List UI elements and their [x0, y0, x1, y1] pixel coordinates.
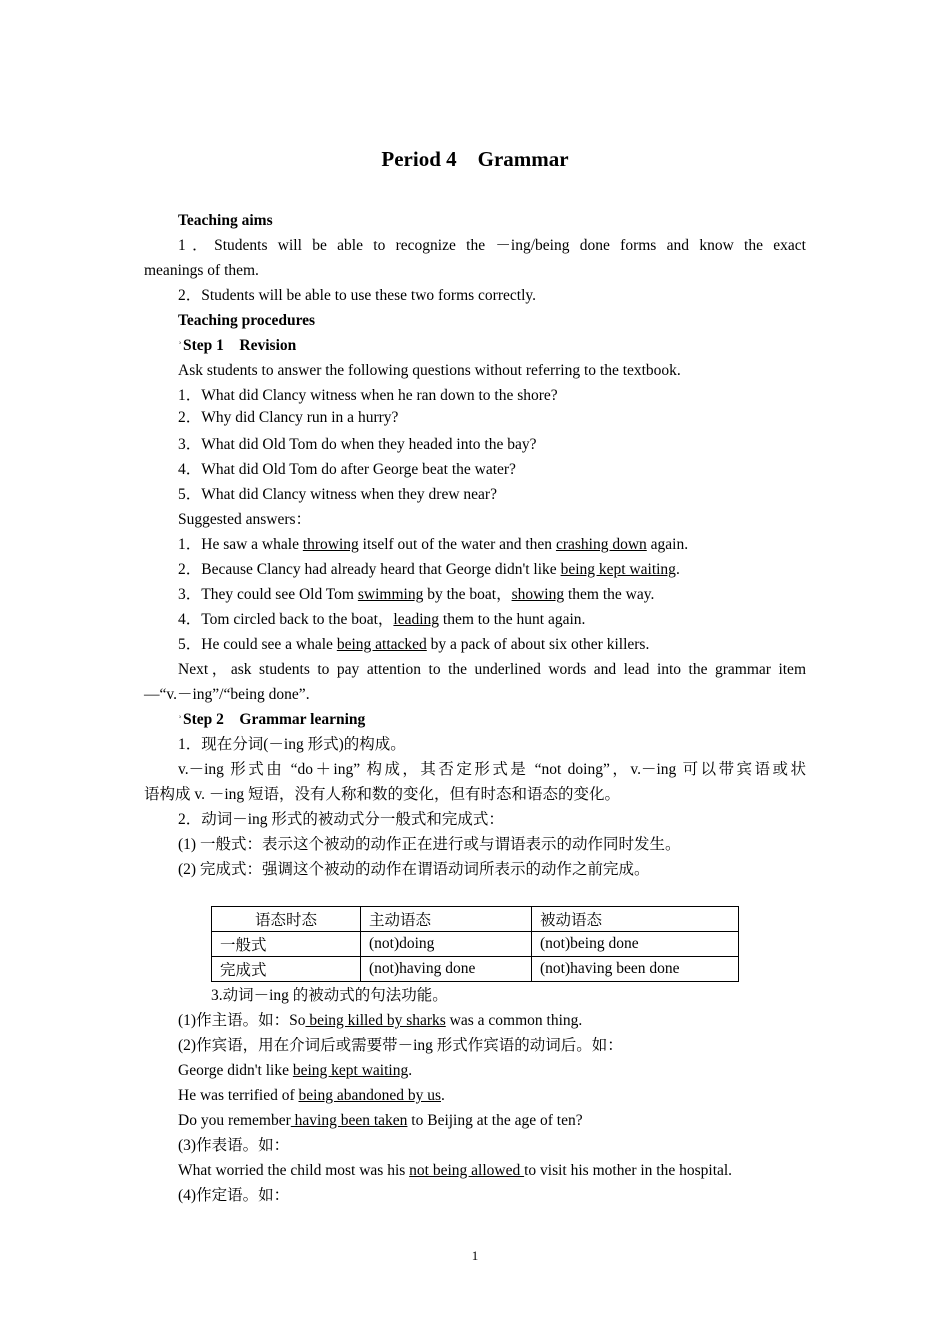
question-4: 4．What did Old Tom do after George beat the water? — [178, 461, 516, 478]
answer-1 — [178, 535, 688, 555]
answer-text: 1．He saw a whale — [178, 536, 303, 553]
step-2-heading — [178, 710, 365, 730]
usage-text: to Beijing at the age of ten? — [407, 1112, 583, 1129]
answer-3 — [178, 585, 654, 605]
table-cell: 一般式 — [212, 932, 361, 957]
table-header-cell: 主动语态 — [361, 907, 532, 932]
underlined-answer: being kept waiting — [560, 561, 676, 578]
question-2: 2．Why did Clancy run in a hurry? — [178, 409, 399, 426]
answer-text: itself out of the water and then — [358, 536, 556, 553]
step-2-label: Step 2 Grammar learning — [183, 711, 366, 728]
step-1-intro: Ask students to answer the following questions without referring to the textbook. — [178, 362, 681, 379]
usage-text: to visit his mother in the hospital. — [524, 1162, 733, 1179]
underlined-answer: showing — [511, 586, 565, 603]
teaching-aims-heading: Teaching aims — [178, 212, 273, 229]
answer-text: . — [675, 561, 680, 578]
table-cell: (not)having been done — [532, 957, 739, 982]
usage-object-example-2 — [178, 1086, 445, 1106]
voice-tense-table — [211, 906, 739, 982]
table-row — [212, 932, 739, 957]
step-1-heading — [178, 336, 296, 356]
table-header-cell: 语态时态 — [212, 907, 361, 932]
usage-predicative: (3)作表语。如： — [178, 1137, 290, 1154]
underlined-example: being kept waiting — [292, 1062, 409, 1079]
grammar-point-1-text-line-2: 语构成 v. －ing 短语，没有人称和数的变化，但有时态和语态的变化。 — [144, 786, 621, 803]
answer-text: them to the hunt again. — [439, 611, 586, 628]
table-header-row — [212, 907, 739, 932]
usage-object-example-3 — [178, 1111, 583, 1131]
aim-1-line-1: 1．Students will be able to recognize the －ing/being done forms and know the exact — [178, 237, 806, 254]
answer-text: by the boat， — [423, 586, 512, 603]
grammar-point-1: 1．现在分词(－ing 形式)的构成。 — [178, 736, 406, 753]
question-3: 3．What did Old Tom do when they headed into the bay? — [178, 436, 537, 453]
table-cell: (not)being done — [532, 932, 739, 957]
page-number: 1 — [471, 1248, 479, 1263]
underlined-answer: being attacked — [336, 636, 427, 653]
answer-text: 2．Because Clancy had already heard that George didn't like — [178, 561, 561, 578]
underlined-answer: crashing down — [555, 536, 647, 553]
aim-2: 2．Students will be able to use these two forms correctly. — [178, 287, 536, 304]
grammar-point-1-text-line-1: v.－ing 形式由 “do＋ing” 构成，其否定形式是 “not doing”，v.－ing 可以带宾语或状 — [178, 761, 806, 778]
answer-2 — [178, 560, 680, 580]
next-paragraph-line-1: Next，ask students to pay attention to the underlined words and lead into the grammar item — [178, 661, 806, 678]
grammar-point-3: 3.动词－ing 的被动式的句法功能。 — [211, 987, 448, 1004]
next-paragraph-line-2: —“v.－ing”/“being done”. — [144, 686, 310, 703]
underlined-answer: throwing — [302, 536, 359, 553]
usage-predicative-example — [178, 1161, 732, 1181]
answer-text: again. — [646, 536, 689, 553]
usage-text: He was terrified of — [178, 1087, 299, 1104]
table-cell: 完成式 — [212, 957, 361, 982]
usage-text: . — [441, 1087, 445, 1104]
usage-text: Do you remember — [178, 1112, 291, 1129]
step-mark-icon: ʾ — [178, 339, 182, 353]
question-1: 1．What did Clancy witness when he ran down to the shore? — [178, 387, 558, 404]
answer-text: 4．Tom circled back to the boat， — [178, 611, 394, 628]
question-5: 5．What did Clancy witness when they drew near? — [178, 486, 497, 503]
usage-object: (2)作宾语，用在介词后或需要带－ing 形式作宾语的动词后。如： — [178, 1037, 623, 1054]
table-cell: (not)doing — [361, 932, 532, 957]
aim-1-line-2: meanings of them. — [144, 262, 259, 279]
grammar-point-2-item-1: (1) 一般式：表示这个被动的动作正在进行或与谓语表示的动作同时发生。 — [178, 836, 681, 853]
usage-object-example-1 — [178, 1061, 412, 1081]
table-header-cell: 被动语态 — [532, 907, 739, 932]
teaching-procedures-heading: Teaching procedures — [178, 312, 316, 329]
underlined-example: not being allowed — [409, 1162, 525, 1179]
underlined-example: having been taken — [290, 1112, 408, 1129]
step-mark-icon: ʾ — [178, 713, 182, 727]
usage-text: George didn't like — [178, 1062, 293, 1079]
grammar-point-2: 2．动词－ing 形式的被动式分一般式和完成式： — [178, 811, 504, 828]
answer-text: 5．He could see a whale — [178, 636, 337, 653]
answer-5 — [178, 635, 649, 655]
table-row — [212, 957, 739, 982]
usage-text: What worried the child most was his — [178, 1162, 410, 1179]
step-1-label: Step 1 Revision — [183, 337, 297, 354]
usage-attributive: (4)作定语。如： — [178, 1187, 290, 1204]
usage-text: (1)作主语。如：So — [178, 1012, 306, 1029]
usage-text: was a common thing. — [445, 1012, 583, 1029]
usage-subject — [178, 1011, 582, 1031]
answer-text: by a pack of about six other killers. — [426, 636, 650, 653]
answer-text: them the way. — [564, 586, 655, 603]
underlined-example: being abandoned by us — [298, 1087, 441, 1104]
underlined-answer: leading — [393, 611, 440, 628]
grammar-point-2-item-2: (2) 完成式：强调这个被动的动作在谓语动词所表示的动作之前完成。 — [178, 861, 650, 878]
underlined-example: being killed by sharks — [305, 1012, 446, 1029]
document-title: Period 4 Grammar — [381, 147, 569, 171]
table-cell: (not)having done — [361, 957, 532, 982]
suggested-answers-heading: Suggested answers： — [178, 511, 312, 528]
underlined-answer: swimming — [357, 586, 424, 603]
answer-text: 3．They could see Old Tom — [178, 586, 358, 603]
usage-text: . — [408, 1062, 413, 1079]
answer-4 — [178, 610, 585, 630]
